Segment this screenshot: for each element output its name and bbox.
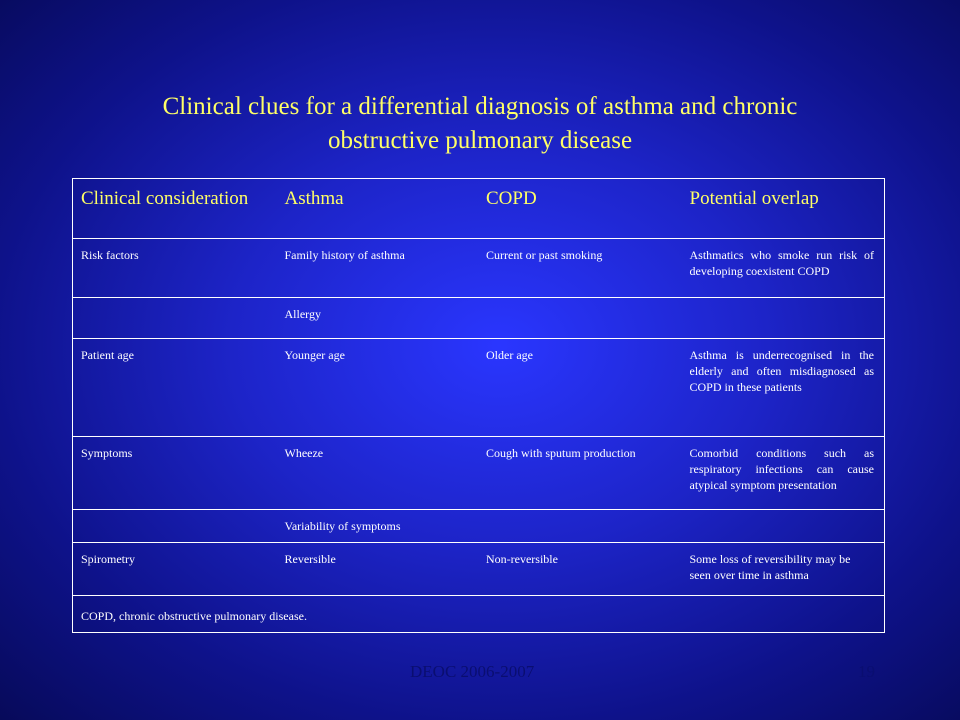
table-row	[72, 510, 885, 543]
table-cell: Risk factors	[81, 248, 139, 262]
slide-title	[60, 90, 900, 158]
table-header-row	[72, 178, 885, 239]
table-cell: Younger age	[284, 348, 345, 362]
table-cell	[682, 510, 885, 542]
table-cell: Reversible	[284, 552, 336, 566]
header-potential-overlap: Potential overlap	[689, 188, 819, 209]
table-row	[72, 543, 885, 596]
table-cell: Wheeze	[284, 446, 324, 460]
slide-title-line-1: Clinical clues for a differential diagnosis of asthma and chronic	[162, 93, 798, 120]
header-asthma: Asthma	[284, 188, 344, 209]
table-cell: Cough with sputum production	[486, 446, 636, 460]
table-cell: Asthma is underrecognised in the elderly and often misdiagnosed as COPD in these patients	[689, 348, 874, 394]
table-cell: Non-reversible	[486, 552, 558, 566]
table-cell	[478, 510, 682, 542]
table-row	[72, 239, 885, 298]
slide-title-line-2: obstructive pulmonary disease	[327, 127, 633, 154]
table-cell: Spirometry	[81, 552, 135, 566]
table-cell	[73, 298, 277, 338]
header-clinical-consideration: Clinical consideration	[81, 188, 249, 209]
table-cell	[73, 510, 277, 542]
table-cell: Current or past smoking	[486, 248, 603, 262]
header-copd: COPD	[486, 188, 537, 209]
table-cell: Patient age	[81, 348, 134, 362]
table-cell	[682, 298, 885, 338]
table-cell: Variability of symptoms	[284, 519, 401, 533]
table-cell: Family history of asthma	[284, 248, 405, 262]
table-row	[72, 437, 885, 510]
table-row	[72, 339, 885, 437]
comparison-table	[72, 178, 885, 633]
table-footnote: COPD, chronic obstructive pulmonary disease.	[81, 609, 307, 623]
footer-page-number: 19	[858, 662, 875, 681]
table-row	[72, 298, 885, 339]
table-cell: Symptoms	[81, 446, 133, 460]
table-cell: Asthmatics who smoke run risk of developing coexistent COPD	[689, 248, 874, 278]
footer-course-label: DEOC 2006-2007	[410, 662, 535, 681]
table-cell	[478, 298, 682, 338]
table-cell: Older age	[486, 348, 533, 362]
table-footnote-row	[72, 596, 885, 633]
table-cell: Allergy	[284, 307, 321, 321]
table-cell: Comorbid conditions such as respiratory infections can cause atypical symptom presentation	[689, 446, 874, 492]
table-cell: Some loss of reversibility may be seen over time in asthma	[689, 552, 851, 582]
